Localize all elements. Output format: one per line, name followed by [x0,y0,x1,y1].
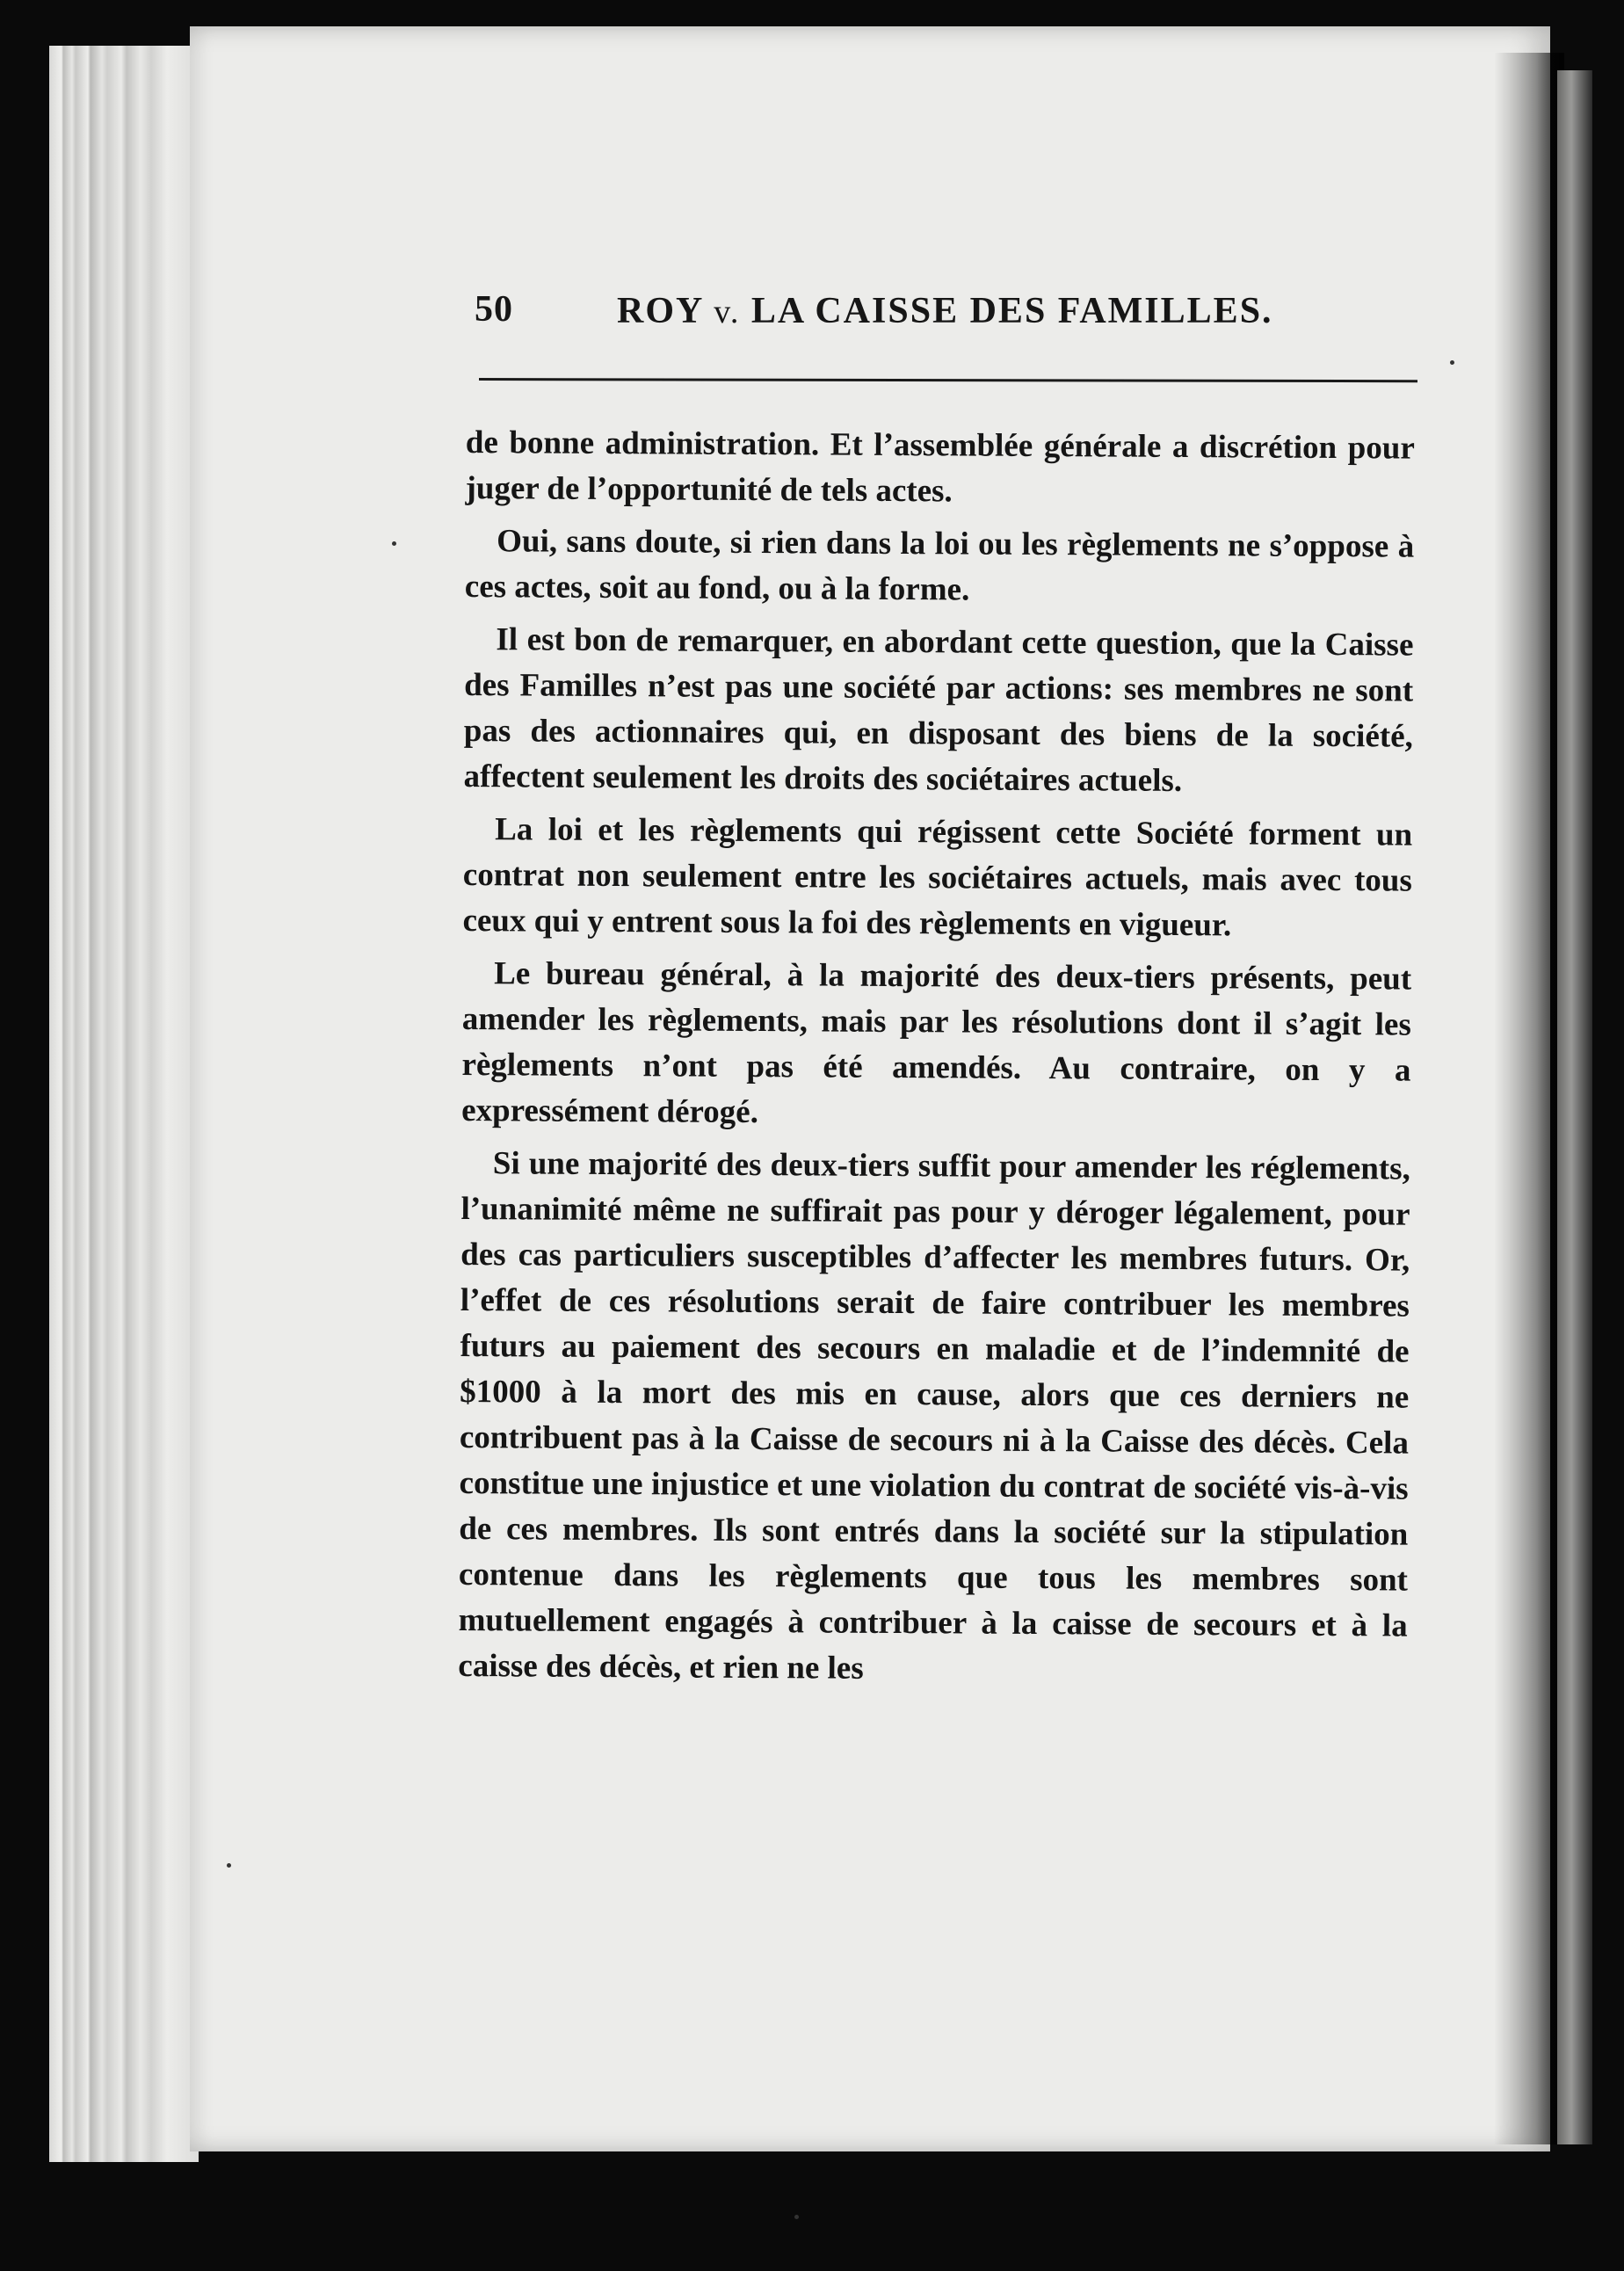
paragraph: de bonne administration. Et l’assemblée générale a discrétion pour juger de l’opportunité de tels actes. [465,424,1415,510]
paragraph: Il est bon de remarquer, en abordant cette question, que la Caisse des Familles n’est pas une société par actions: ses membres ne sont pas des actionnaires qui, en disposant des biens de la société, affectent seulement les droits des sociétaires actuels. [463,621,1414,799]
dust-speck [1450,360,1454,365]
running-header [475,288,1441,350]
paragraph: Le bureau général, à la majorité des deux-tiers présents, peut amender les règlements, mais par les résolutions dont il s’agit les règlements n’ont pas été amendés. Au contraire, on y a expressément dérogé. [461,955,1412,1131]
body-text [458,420,1415,1702]
facing-page-edge [1557,70,1592,2144]
paragraph: Si une majorité des deux-tiers suffit pour amender les réglements, l’unanimité même ne suffirait pas pour y déroger légalement, pour des cas particuliers susceptibles d’affecter les membres futurs. Or, l’effet de ces résolutions serait de faire contribuer les membres futurs au paiement des secours en maladie et de l’indemnité de $1000 à la mort des mis en cause, alors que ces derniers ne contribuent pas à la Caisse de secours ni à la Caisse des décès. Cela constitue une injustice et une violation du contrat de société vis-à-vis de ces membres. Ils sont entrés dans la société sur la stipulation contenue dans les règlements que tous les membres sont mutuellement engagés à contribuer à la caisse de secours et à la caisse des décès, et rien ne les [458,1145,1410,1687]
page-number: 50 [475,289,513,330]
dust-speck [227,1863,231,1868]
title-versus: v. [714,294,741,330]
gutter-shadow [1494,53,1564,2144]
title-part-2: LA CAISSE DES FAMILLES. [750,291,1273,331]
dust-speck [794,2215,799,2219]
paragraph: Oui, sans doute, si rien dans la loi ou les règlements ne s’oppose à ces actes, soit au fond, ou à la forme. [464,523,1415,608]
running-title [617,290,1273,332]
dust-speck [392,541,396,546]
paragraph: La loi et les règlements qui régissent cette Société forment un contrat non seulement entre les sociétaires actuels, mais avec tous ceux qui y entrent sous la foi des règlements en vigueur. [462,811,1413,944]
stacked-page-edges [49,46,199,2162]
title-part-1: ROY [617,291,703,331]
